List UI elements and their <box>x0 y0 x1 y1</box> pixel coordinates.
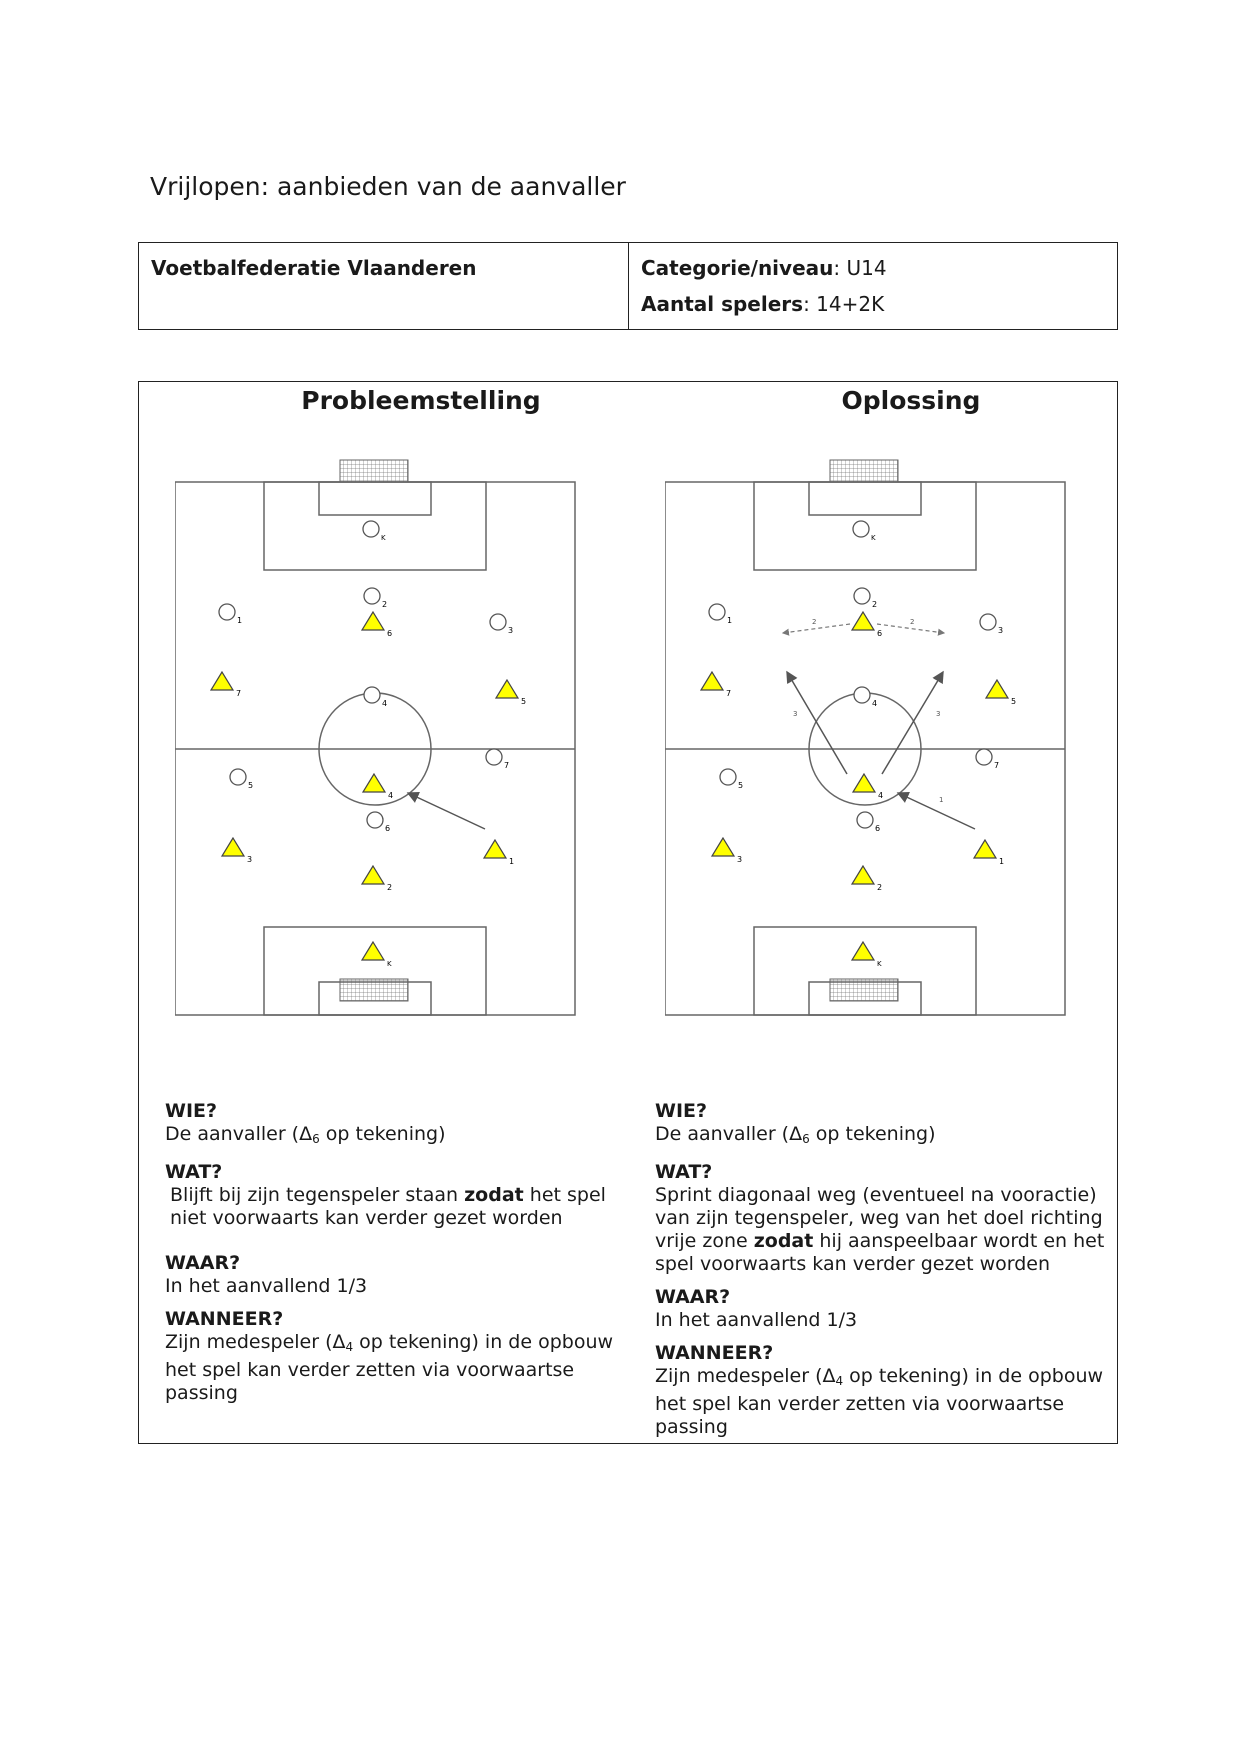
defender-7 <box>486 749 509 770</box>
svg-text:2: 2 <box>872 600 878 609</box>
defender-1 <box>219 604 242 625</box>
defender-4 <box>364 687 387 708</box>
attacker-2 <box>852 866 882 892</box>
svg-text:K: K <box>387 960 392 968</box>
solution-heading: Oplossing <box>841 386 981 415</box>
category-label: Categorie/niveau <box>641 256 834 280</box>
svg-text:5: 5 <box>738 781 744 790</box>
bottom-penalty-box <box>264 927 486 1015</box>
svg-text:7: 7 <box>726 689 732 698</box>
svg-text:5: 5 <box>521 697 527 706</box>
svg-text:5: 5 <box>1011 697 1017 706</box>
attacker-6 <box>852 612 882 638</box>
top-goal-box <box>809 482 921 515</box>
svg-text:1: 1 <box>509 857 515 866</box>
defender-2 <box>364 588 387 609</box>
wanneer-answer: Zijn medespeler ($\Delta_4$ op tekening) in de opbouw het spel kan verder zetten via voorwaartse passing <box>655 1365 1104 1438</box>
defender-1 <box>709 604 732 625</box>
attacker-2 <box>362 866 392 892</box>
attacker-k <box>362 942 392 968</box>
problem-notes <box>165 1100 625 1415</box>
wanneer-question: WANNEER? <box>655 1342 774 1364</box>
svg-text:3: 3 <box>998 626 1004 635</box>
svg-text:7: 7 <box>994 761 1000 770</box>
svg-text:6: 6 <box>875 824 881 833</box>
svg-text:3: 3 <box>247 855 253 864</box>
exercise-box <box>138 381 1118 1444</box>
pass-arrow <box>408 793 485 829</box>
svg-text:6: 6 <box>877 629 883 638</box>
solution-field-diagram <box>665 452 1075 1052</box>
category-value: : U14 <box>833 256 887 280</box>
wat-answer: Blijft bij zijn tegenspeler staan zodat het spel niet voorwaarts kan verder gezet worden <box>170 1184 606 1229</box>
defender-4 <box>854 687 877 708</box>
svg-text:K: K <box>877 960 882 968</box>
svg-text:7: 7 <box>236 689 242 698</box>
waar-answer: In het aanvallend 1/3 <box>655 1309 858 1331</box>
svg-text:6: 6 <box>385 824 391 833</box>
attacker-k <box>852 942 882 968</box>
attacker-3 <box>222 838 252 864</box>
svg-text:2: 2 <box>382 600 388 609</box>
svg-text:6: 6 <box>387 629 393 638</box>
wanneer-section <box>165 1308 625 1405</box>
defender-5 <box>230 769 253 790</box>
run-label-left: 2 <box>812 618 817 626</box>
defender-k <box>853 521 876 542</box>
waar-section <box>655 1286 1115 1332</box>
pass-label-3-left: 3 <box>793 710 798 718</box>
svg-text:7: 7 <box>504 761 510 770</box>
svg-text:1: 1 <box>727 616 733 625</box>
svg-text:4: 4 <box>872 699 878 708</box>
wat-answer: Sprint diagonaal weg (eventueel na vooractie) van zijn tegenspeler, weg van het doel richting vrije zone zodat hij aanspeelbaar wordt en het spel voorwaarts kan verder gezet worden <box>655 1184 1105 1275</box>
attacker-5 <box>986 680 1016 706</box>
attacker-3 <box>712 838 742 864</box>
wie-answer: De aanvaller ($\Delta_6$ op tekening) <box>165 1123 446 1146</box>
wat-question: WAT? <box>655 1161 713 1183</box>
svg-text:2: 2 <box>387 883 393 892</box>
defender-6 <box>367 812 390 833</box>
dashed-run-left <box>783 624 850 633</box>
pass-arrow-3-left <box>787 672 847 774</box>
attacker-5 <box>496 680 526 706</box>
attacker-4 <box>853 774 883 800</box>
defender-3 <box>490 614 513 635</box>
wanneer-answer: Zijn medespeler ($\Delta_4$ op tekening) in de opbouw het spel kan verder zetten via voorwaartse passing <box>165 1331 614 1404</box>
svg-text:3: 3 <box>737 855 743 864</box>
svg-text:2: 2 <box>877 883 883 892</box>
pass-arrow-3-right <box>882 672 943 774</box>
header-table <box>138 242 1118 330</box>
svg-text:4: 4 <box>382 699 388 708</box>
svg-text:4: 4 <box>878 791 884 800</box>
wie-section <box>165 1100 625 1151</box>
organisation-name: Voetbalfederatie Vlaanderen <box>139 243 629 329</box>
waar-question: WAAR? <box>165 1252 241 1274</box>
defender-3 <box>980 614 1003 635</box>
wie-answer: De aanvaller ($\Delta_6$ op tekening) <box>655 1123 936 1146</box>
wie-section <box>655 1100 1115 1151</box>
wanneer-section <box>655 1342 1115 1439</box>
svg-text:3: 3 <box>508 626 514 635</box>
svg-text:4: 4 <box>388 791 394 800</box>
players-label: Aantal spelers <box>641 292 804 316</box>
attacker-7 <box>701 672 731 698</box>
wie-question: WIE? <box>655 1100 708 1122</box>
attacker-1 <box>974 840 1004 866</box>
problem-heading: Probleemstelling <box>301 386 541 415</box>
wat-section <box>165 1161 625 1230</box>
top-goal-net <box>830 460 898 482</box>
bottom-penalty-box <box>754 927 976 1015</box>
wat-question: WAT? <box>165 1161 223 1183</box>
defender-k <box>363 521 386 542</box>
players-row <box>641 286 1105 322</box>
defender-6 <box>857 812 880 833</box>
wat-section <box>655 1161 1115 1276</box>
pass-arrow-1 <box>898 793 975 829</box>
svg-text:K: K <box>871 534 876 542</box>
attacker-7 <box>211 672 241 698</box>
solution-notes <box>655 1100 1115 1449</box>
svg-text:1: 1 <box>999 857 1005 866</box>
svg-text:1: 1 <box>237 616 243 625</box>
category-row <box>641 250 1105 286</box>
page-title: Vrijlopen: aanbieden van de aanvaller <box>150 172 626 201</box>
players-value: : 14+2K <box>803 292 885 316</box>
waar-answer: In het aanvallend 1/3 <box>165 1275 368 1297</box>
wanneer-question: WANNEER? <box>165 1308 284 1330</box>
problem-field-diagram <box>175 452 585 1052</box>
defender-5 <box>720 769 743 790</box>
attacker-6 <box>362 612 392 638</box>
svg-text:5: 5 <box>248 781 254 790</box>
waar-question: WAAR? <box>655 1286 731 1308</box>
waar-section <box>165 1252 625 1298</box>
attacker-4 <box>363 774 393 800</box>
defender-2 <box>854 588 877 609</box>
pass-label-3-right: 3 <box>936 710 941 718</box>
pass-label-1: 1 <box>939 796 944 804</box>
header-details <box>629 237 1117 329</box>
run-label-right: 2 <box>910 618 915 626</box>
svg-text:K: K <box>381 534 386 542</box>
attacker-1 <box>484 840 514 866</box>
top-goal-net <box>340 460 408 482</box>
wie-question: WIE? <box>165 1100 218 1122</box>
top-goal-box <box>319 482 431 515</box>
defender-7 <box>976 749 999 770</box>
